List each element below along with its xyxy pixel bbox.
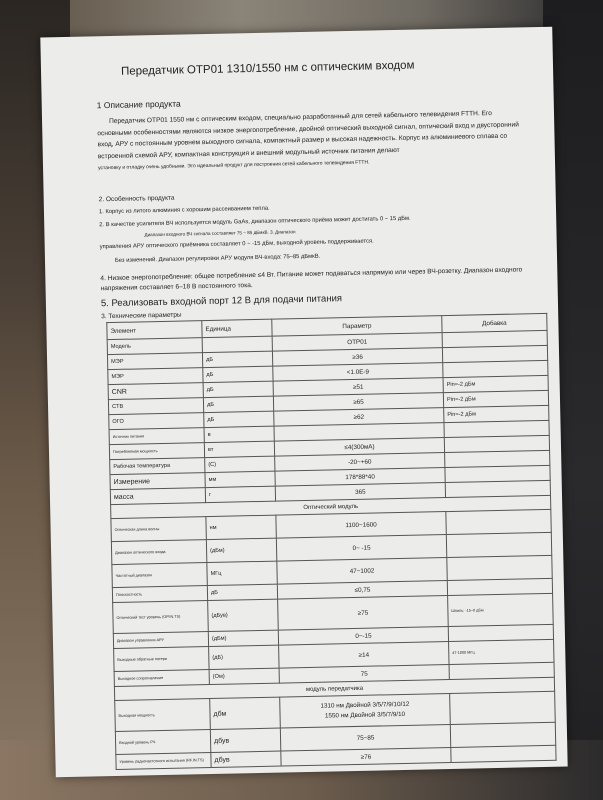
cell: -20~+60 — [275, 453, 445, 472]
cell: масса — [110, 488, 205, 505]
cell: ОГО — [109, 413, 204, 430]
header-addition: Добавка — [442, 313, 547, 332]
feature-item-3b: Без изменений. Диапазон регулировки АРУ модуля ВЧ-входа: 75–85 дБмкВ. — [114, 253, 321, 264]
section-label: модуль передатчика — [114, 677, 554, 700]
cell: г — [205, 486, 275, 502]
cell: ≥75 — [278, 596, 449, 631]
output-power-line-1: 1310 нм Двойной 3/5/7/9/10/12 — [320, 700, 410, 710]
cell: Выходные обратные потери — [114, 647, 209, 672]
cell: Pin=-2 дБм — [444, 405, 549, 422]
cell: дБ — [207, 584, 277, 600]
output-power-line-2: 1550 нм Двойной 3/5/7/9/10 — [324, 710, 406, 720]
cell: Pin=-2 дБм — [443, 390, 548, 407]
section-specs-heading: 3. Технические параметры — [101, 311, 182, 321]
cell — [451, 745, 556, 762]
cell: Модель — [107, 338, 202, 355]
cell: мм — [205, 471, 275, 487]
cell: ≥62 — [274, 408, 444, 427]
section-label: Оптический модуль — [111, 495, 551, 518]
cell: Измерение — [110, 473, 205, 490]
feature-item-2b: Диапазон входного ВЧ сигнала составляет 75 ~ 85 дБмкВ. 3. Диапазон — [144, 229, 296, 238]
cell: дБ — [203, 366, 273, 382]
paper-sheet — [40, 27, 567, 778]
cell: MЭР — [107, 353, 202, 370]
cell — [280, 694, 451, 729]
cell: 75~85 — [280, 725, 450, 752]
cell: Рабочая температура — [110, 458, 205, 475]
cell: дБ — [202, 351, 272, 367]
document-title: Передатчик OTP01 1310/1550 нм с оптическим входом — [120, 59, 415, 78]
cell: Потребляемая мощность — [109, 443, 204, 460]
description-text: Передатчик OTP01 1550 нм с оптическим входом, специально разработанный для сетей кабельного телевидения FTTH. Его основными особенностями являются низкое энергопотребление, двойной оптический выходной сигнал, оптический вход и двусторонний вход, АРУ с постоянным уровнем выходного сигнала, компактный размер и высокая надежность. Корпус из алюминиевого сплава со встроенной схемой АРУ, компактная конструкция и внешний модульный источник питания делают — [97, 110, 519, 160]
cell: Источник питания — [109, 428, 204, 445]
cell: Плоскостность — [112, 586, 207, 603]
cell — [446, 532, 551, 557]
cell: ≥36 — [272, 348, 442, 367]
cell: дБ — [203, 381, 273, 397]
feature-item-3: управления АРУ оптического приёмника составляет 0 ~ -15 дБм, выходной уровень поддерживается. — [99, 238, 374, 251]
cell: 75 — [279, 665, 449, 684]
section-features-heading: 2. Особенность продукта — [98, 194, 175, 204]
spec-table — [106, 313, 556, 770]
cell: Оптический тест уровень (OP.IN.TS) — [113, 601, 209, 634]
cell: Выходная мощность — [115, 699, 211, 732]
cell: ≥14 — [279, 642, 449, 669]
cell: Оптическая длина волны — [111, 517, 206, 542]
cell: ≥65 — [273, 393, 443, 412]
cell — [447, 555, 552, 580]
cell: CNR — [108, 383, 203, 400]
cell: Уровень радиочастотного испытания (RF.IN.TS) — [116, 753, 211, 770]
cell: Шпиль: -15~0 дБм — [448, 593, 554, 626]
cell: 178*88*40 — [275, 468, 445, 487]
cell — [202, 336, 272, 352]
cell: ≤4(300мА) — [274, 438, 444, 457]
cell: (дБм) — [208, 630, 278, 646]
feature-item-5: 5. Реализовать входной порт 12 В для подачи питания — [100, 293, 343, 310]
cell — [446, 509, 551, 534]
cell: дбм — [210, 697, 281, 729]
section-description-heading: 1 Описание продукта — [96, 98, 181, 111]
cell: Диапазон управления АРУ — [113, 632, 208, 649]
cell: (Ом) — [209, 668, 279, 684]
cell: <1.0E-9 — [273, 363, 443, 382]
cell: дбув — [211, 751, 281, 767]
cell: (дБ) — [209, 645, 279, 669]
cell — [450, 722, 555, 747]
description-paragraph — [97, 107, 528, 174]
cell: (дБув) — [208, 599, 279, 631]
cell: ≥76 — [281, 748, 451, 767]
cell: Выходное сопротивление — [114, 670, 209, 687]
cell: Входной уровень РЧ — [115, 730, 210, 755]
cell: Pin=-2 дБм — [443, 375, 548, 392]
cell: 1100~1600 — [276, 512, 446, 539]
cell: ≥51 — [273, 378, 443, 397]
cell: дБ — [204, 411, 274, 427]
cell: Диапазон оптического входа — [111, 540, 206, 565]
feature-item-4: 4. Низкое энергопотребление: общее потребление ≤4 Вт. Питание может подаваться напрямую или через ВЧ-розетку. Диапазон входного напряжения составляет 6–18 В постоянного тока. — [100, 266, 523, 293]
description-tail: установку и отладку очень удобными. Это идеальный продукт для построения сетей кабельного телевидения FTTH. — [97, 159, 370, 172]
cell: вт — [204, 441, 274, 457]
header-parameter: Параметр — [272, 316, 442, 337]
cell: МГц — [207, 561, 277, 585]
cell: OTP01 — [272, 333, 442, 352]
header-element: Элемент — [107, 321, 202, 340]
cell: 47-1000 МГц — [449, 639, 554, 664]
cell: 365 — [275, 483, 445, 502]
cell: в — [204, 426, 274, 442]
feature-item-2: 2. В качестве усилителя ВЧ используется модуль GaAs, диапазон оптического приёма может достигать 0 ~ 15 дБм. — [99, 215, 411, 229]
cell: (С) — [205, 456, 275, 472]
cell: ≤0,75 — [277, 581, 447, 600]
cell: (дБм) — [206, 538, 276, 562]
header-unit: Единица — [202, 319, 272, 337]
cell: MЭР — [108, 368, 203, 385]
cell: 47~1002 — [277, 558, 447, 585]
cell: CTB — [108, 398, 203, 415]
cell: дбув — [210, 728, 280, 752]
cell — [450, 691, 556, 724]
feature-item-1: 1. Корпус из литого алюминия с хорошим рассеиванием тепла. — [98, 205, 270, 216]
cell: 0~-15 — [278, 627, 448, 646]
cell: дБ — [203, 396, 273, 412]
cell: 0~ -15 — [276, 535, 446, 562]
cell: Частотный диапазон — [112, 563, 207, 588]
cell: нм — [206, 515, 276, 539]
